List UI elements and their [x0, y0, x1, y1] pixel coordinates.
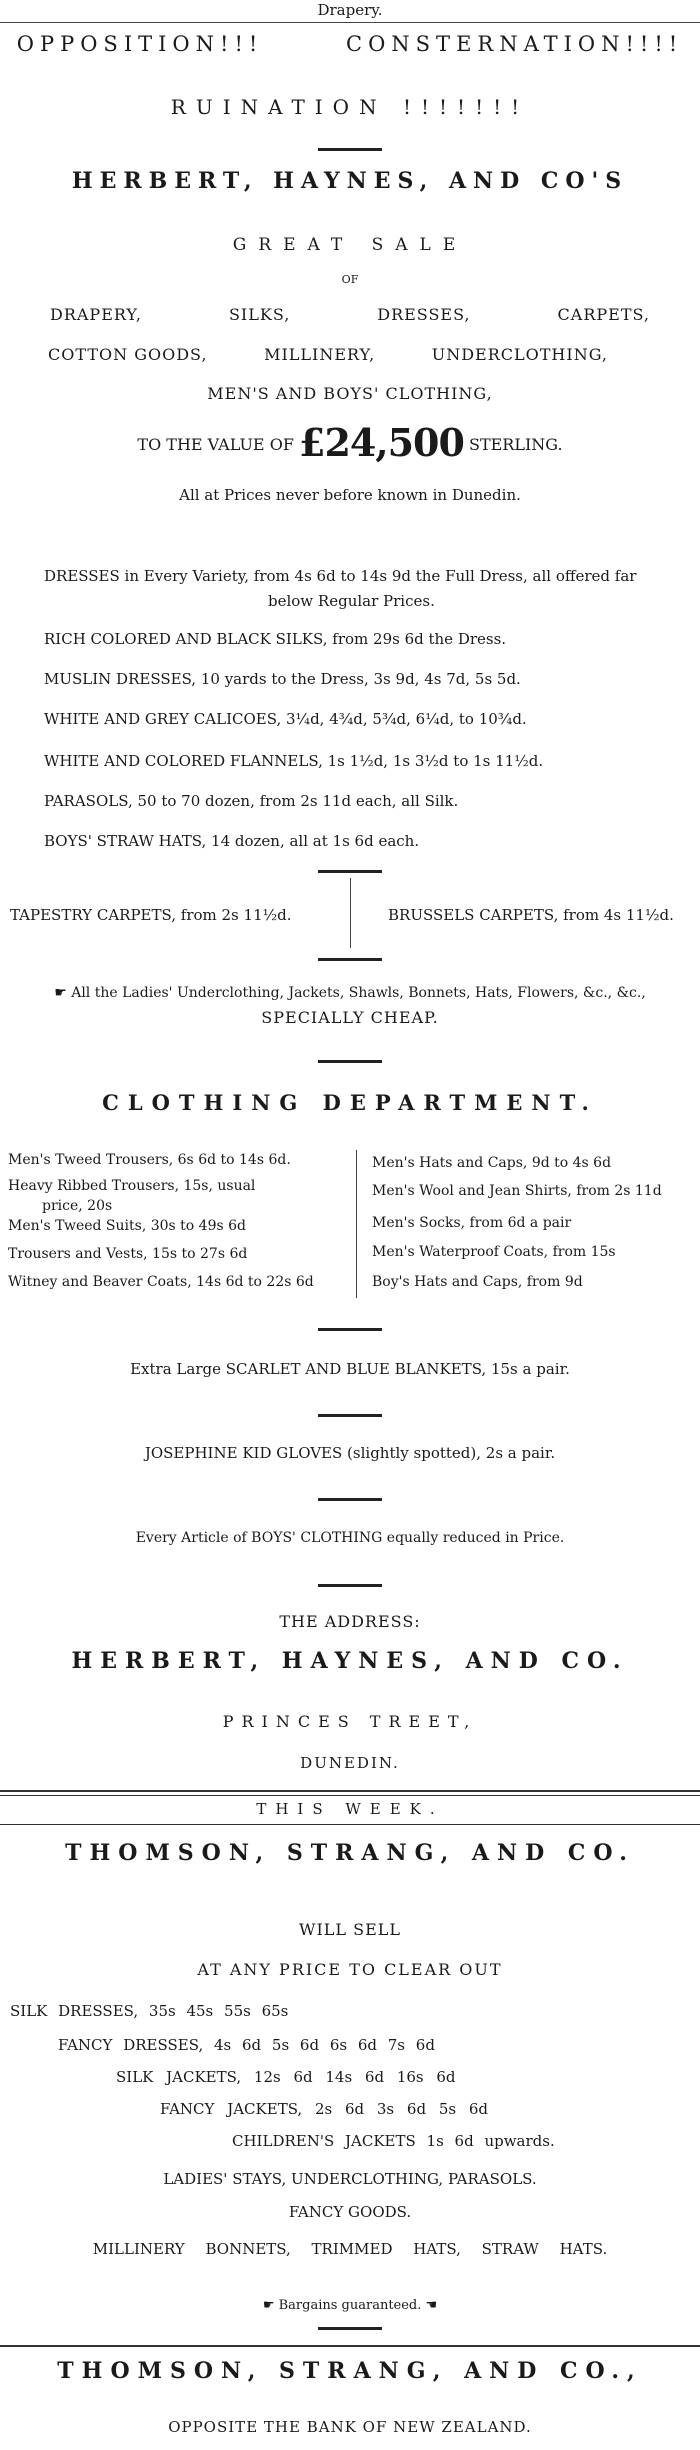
- street-text: PRINCES TREET,: [222, 1712, 478, 1731]
- sale-item: RICH COLORED AND BLACK SILKS, from 29s 6d the Dress.: [44, 630, 507, 648]
- ruination-text: RUINATION !!!!!!!: [170, 95, 530, 119]
- goods-item: DRAPERY,: [50, 305, 143, 324]
- of-line: [0, 273, 700, 286]
- city-line: [0, 1754, 700, 1772]
- sale-item: DRESSES in Every Variety, from 4s 6d to 14s 9d the Full Dress, all offered far: [44, 567, 637, 585]
- address-firm: HERBERT, HAYNES, AND CO.: [71, 1648, 629, 1674]
- clothing-left-item: Heavy Ribbed Trousers, 15s, usual: [8, 1178, 256, 1194]
- clothing-heading-text: CLOTHING DEPARTMENT.: [102, 1090, 598, 1115]
- opposition-text: OPPOSITION!!!: [16, 32, 264, 56]
- goods-item: CARPETS,: [557, 305, 650, 324]
- divider-rule: [318, 958, 382, 961]
- value-prefix: TO THE VALUE OF: [137, 435, 294, 454]
- bargains-text: Bargains guaranteed.: [278, 2298, 422, 2313]
- will-sell-line: [0, 1920, 700, 1939]
- goods-item: UNDERCLOTHING,: [431, 345, 608, 364]
- divider-rule: [318, 1498, 382, 1501]
- clothing-right-item: Men's Hats and Caps, 9d to 4s 6d: [372, 1155, 612, 1171]
- sale-item: BOYS' STRAW HATS, 14 dozen, all at 1s 6d each.: [44, 832, 420, 850]
- sale-item: PARASOLS, 50 to 70 dozen, from 2s 11d each, all Silk.: [44, 792, 459, 810]
- specially-text: SPECIALLY CHEAP.: [261, 1008, 439, 1027]
- clothing-right-item: Men's Wool and Jean Shirts, from 2s 11d: [372, 1183, 662, 1199]
- ruination-line: [0, 95, 700, 119]
- divider-rule: [318, 1584, 382, 1587]
- value-line: [0, 420, 700, 465]
- opposite-text: OPPOSITE THE BANK OF NEW ZEALAND.: [168, 2418, 532, 2436]
- fancy-goods-text: FANCY GOODS.: [288, 2203, 412, 2221]
- ad-separator: [0, 1795, 700, 1796]
- clear-out-text: AT ANY PRICE TO CLEAR OUT: [197, 1960, 503, 1979]
- goods-item: DRESSES,: [377, 305, 471, 324]
- clothing-right-item: Boy's Hats and Caps, from 9d: [372, 1274, 583, 1290]
- city-text: DUNEDIN.: [300, 1754, 400, 1772]
- opposite-line: [0, 2418, 700, 2436]
- clear-out-line: [0, 1960, 700, 1979]
- divider-rule: [318, 1060, 382, 1063]
- millinery-text: MILLINERY BONNETS, TRIMMED HATS, STRAW HATS.: [92, 2240, 608, 2258]
- clothing-left-item: Witney and Beaver Coats, 14s 6d to 22s 6d: [8, 1274, 314, 1290]
- street-line: [0, 1712, 700, 1731]
- thomson-firm-heading: [0, 1840, 700, 1866]
- ladies-text: All the Ladies' Underclothing, Jackets, Shawls, Bonnets, Hats, Flowers, &c., &c.,: [71, 985, 646, 1001]
- this-week-line: [0, 1800, 700, 1818]
- price-line: [0, 2203, 700, 2221]
- ladies-line: [0, 985, 700, 1001]
- great-sale-line: [0, 235, 700, 255]
- value-suffix: STERLING.: [468, 435, 563, 454]
- of-text: OF: [341, 273, 359, 286]
- boys-line: [0, 1530, 700, 1546]
- section-header-label: Drapery.: [317, 1, 383, 19]
- thomson-firm: THOMSON, STRANG, AND CO.: [65, 1840, 635, 1866]
- tapestry-carpets: TAPESTRY CARPETS, from 2s 11½d.: [10, 906, 292, 924]
- ad-separator: [0, 1790, 700, 1792]
- price-line: [0, 2240, 700, 2258]
- carpets-divider: [350, 878, 351, 948]
- clothing-left-item: Men's Tweed Trousers, 6s 6d to 14s 6d.: [8, 1152, 291, 1168]
- firm-heading: [0, 168, 700, 194]
- sale-item-continued: below Regular Prices.: [268, 592, 435, 610]
- pointing-hand-icon: ☛: [262, 2298, 279, 2313]
- goods-item: MEN'S AND BOYS' CLOTHING,: [207, 384, 493, 403]
- gloves-text: JOSEPHINE KID GLOVES (slightly spotted), 2s a pair.: [144, 1444, 556, 1462]
- clothing-left-item: Trousers and Vests, 15s to 27s 6d: [8, 1246, 248, 1262]
- prices-text: All at Prices never before known in Dunedin.: [179, 486, 521, 504]
- divider-rule: [318, 2327, 382, 2330]
- gloves-line: [0, 1444, 700, 1462]
- divider-rule: [318, 1414, 382, 1417]
- clothing-right-item: Men's Socks, from 6d a pair: [372, 1215, 572, 1231]
- blankets-text: Extra Large SCARLET AND BLUE BLANKETS, 15s a pair.: [130, 1360, 570, 1378]
- consternation-text: CONSTERNATION!!!!: [346, 32, 684, 56]
- boys-text: Every Article of BOYS' CLOTHING equally reduced in Price.: [135, 1530, 565, 1546]
- goods-row-2: [48, 345, 608, 364]
- great-sale-text: GREAT SALE: [232, 235, 468, 255]
- price-line: [0, 2170, 700, 2188]
- this-week-text: THIS WEEK.: [256, 1800, 444, 1818]
- divider-rule: [318, 870, 382, 873]
- brussels-carpets: BRUSSELS CARPETS, from 4s 11½d.: [388, 906, 674, 924]
- thomson-bottom-heading: [0, 2358, 700, 2384]
- blankets-line: [0, 1360, 700, 1378]
- clothing-left-item: price, 20s: [42, 1198, 113, 1214]
- opposition-line: [0, 32, 700, 56]
- stays-text: LADIES' STAYS, UNDERCLOTHING, PARASOLS.: [163, 2170, 537, 2188]
- price-line: FANCY DRESSES, 4s 6d 5s 6d 6s 6d 7s 6d: [58, 2036, 435, 2054]
- ad-separator: [0, 2345, 700, 2347]
- thomson-firm-bottom: THOMSON, STRANG, AND CO.,: [57, 2358, 643, 2384]
- clothing-column-divider: [356, 1150, 357, 1298]
- goods-row-3: [0, 384, 700, 403]
- price-line: SILK DRESSES, 35s 45s 55s 65s: [10, 2002, 289, 2020]
- bargains-line: [0, 2298, 700, 2313]
- goods-item: SILKS,: [228, 305, 291, 324]
- sale-item: MUSLIN DRESSES, 10 yards to the Dress, 3s 9d, 4s 7d, 5s 5d.: [44, 670, 521, 688]
- will-sell-text: WILL SELL: [299, 1920, 401, 1939]
- sale-item: WHITE AND COLORED FLANNELS, 1s 1½d, 1s 3½d to 1s 11½d.: [44, 752, 544, 770]
- goods-item: COTTON GOODS,: [48, 345, 208, 364]
- value-amount: £24,500: [299, 420, 464, 465]
- section-header: [0, 0, 700, 23]
- pointing-hand-left-icon: ☚: [425, 2298, 438, 2313]
- address-label: THE ADDRESS:: [279, 1612, 421, 1631]
- clothing-right-item: Men's Waterproof Coats, from 15s: [372, 1244, 616, 1260]
- specially-line: [0, 1008, 700, 1027]
- goods-row-1: [50, 305, 650, 324]
- sale-item: WHITE AND GREY CALICOES, 3¼d, 4¾d, 5¾d, 6¼d, to 10¾d.: [44, 710, 527, 728]
- price-line: SILK JACKETS, 12s 6d 14s 6d 16s 6d: [116, 2068, 456, 2086]
- divider-rule: [318, 148, 382, 151]
- pointing-hand-icon: ☛: [54, 985, 72, 1001]
- divider-rule: [318, 1328, 382, 1331]
- address-label-line: [0, 1612, 700, 1631]
- address-firm-line: [0, 1648, 700, 1674]
- clothing-left-item: Men's Tweed Suits, 30s to 49s 6d: [8, 1218, 246, 1234]
- prices-line: [0, 486, 700, 504]
- ad-separator: [0, 1824, 700, 1825]
- goods-item: MILLINERY,: [264, 345, 376, 364]
- firm-name: HERBERT, HAYNES, AND CO'S: [71, 168, 629, 194]
- price-line: FANCY JACKETS, 2s 6d 3s 6d 5s 6d: [160, 2100, 488, 2118]
- price-line: CHILDREN'S JACKETS 1s 6d upwards.: [232, 2132, 555, 2150]
- clothing-heading: [0, 1090, 700, 1115]
